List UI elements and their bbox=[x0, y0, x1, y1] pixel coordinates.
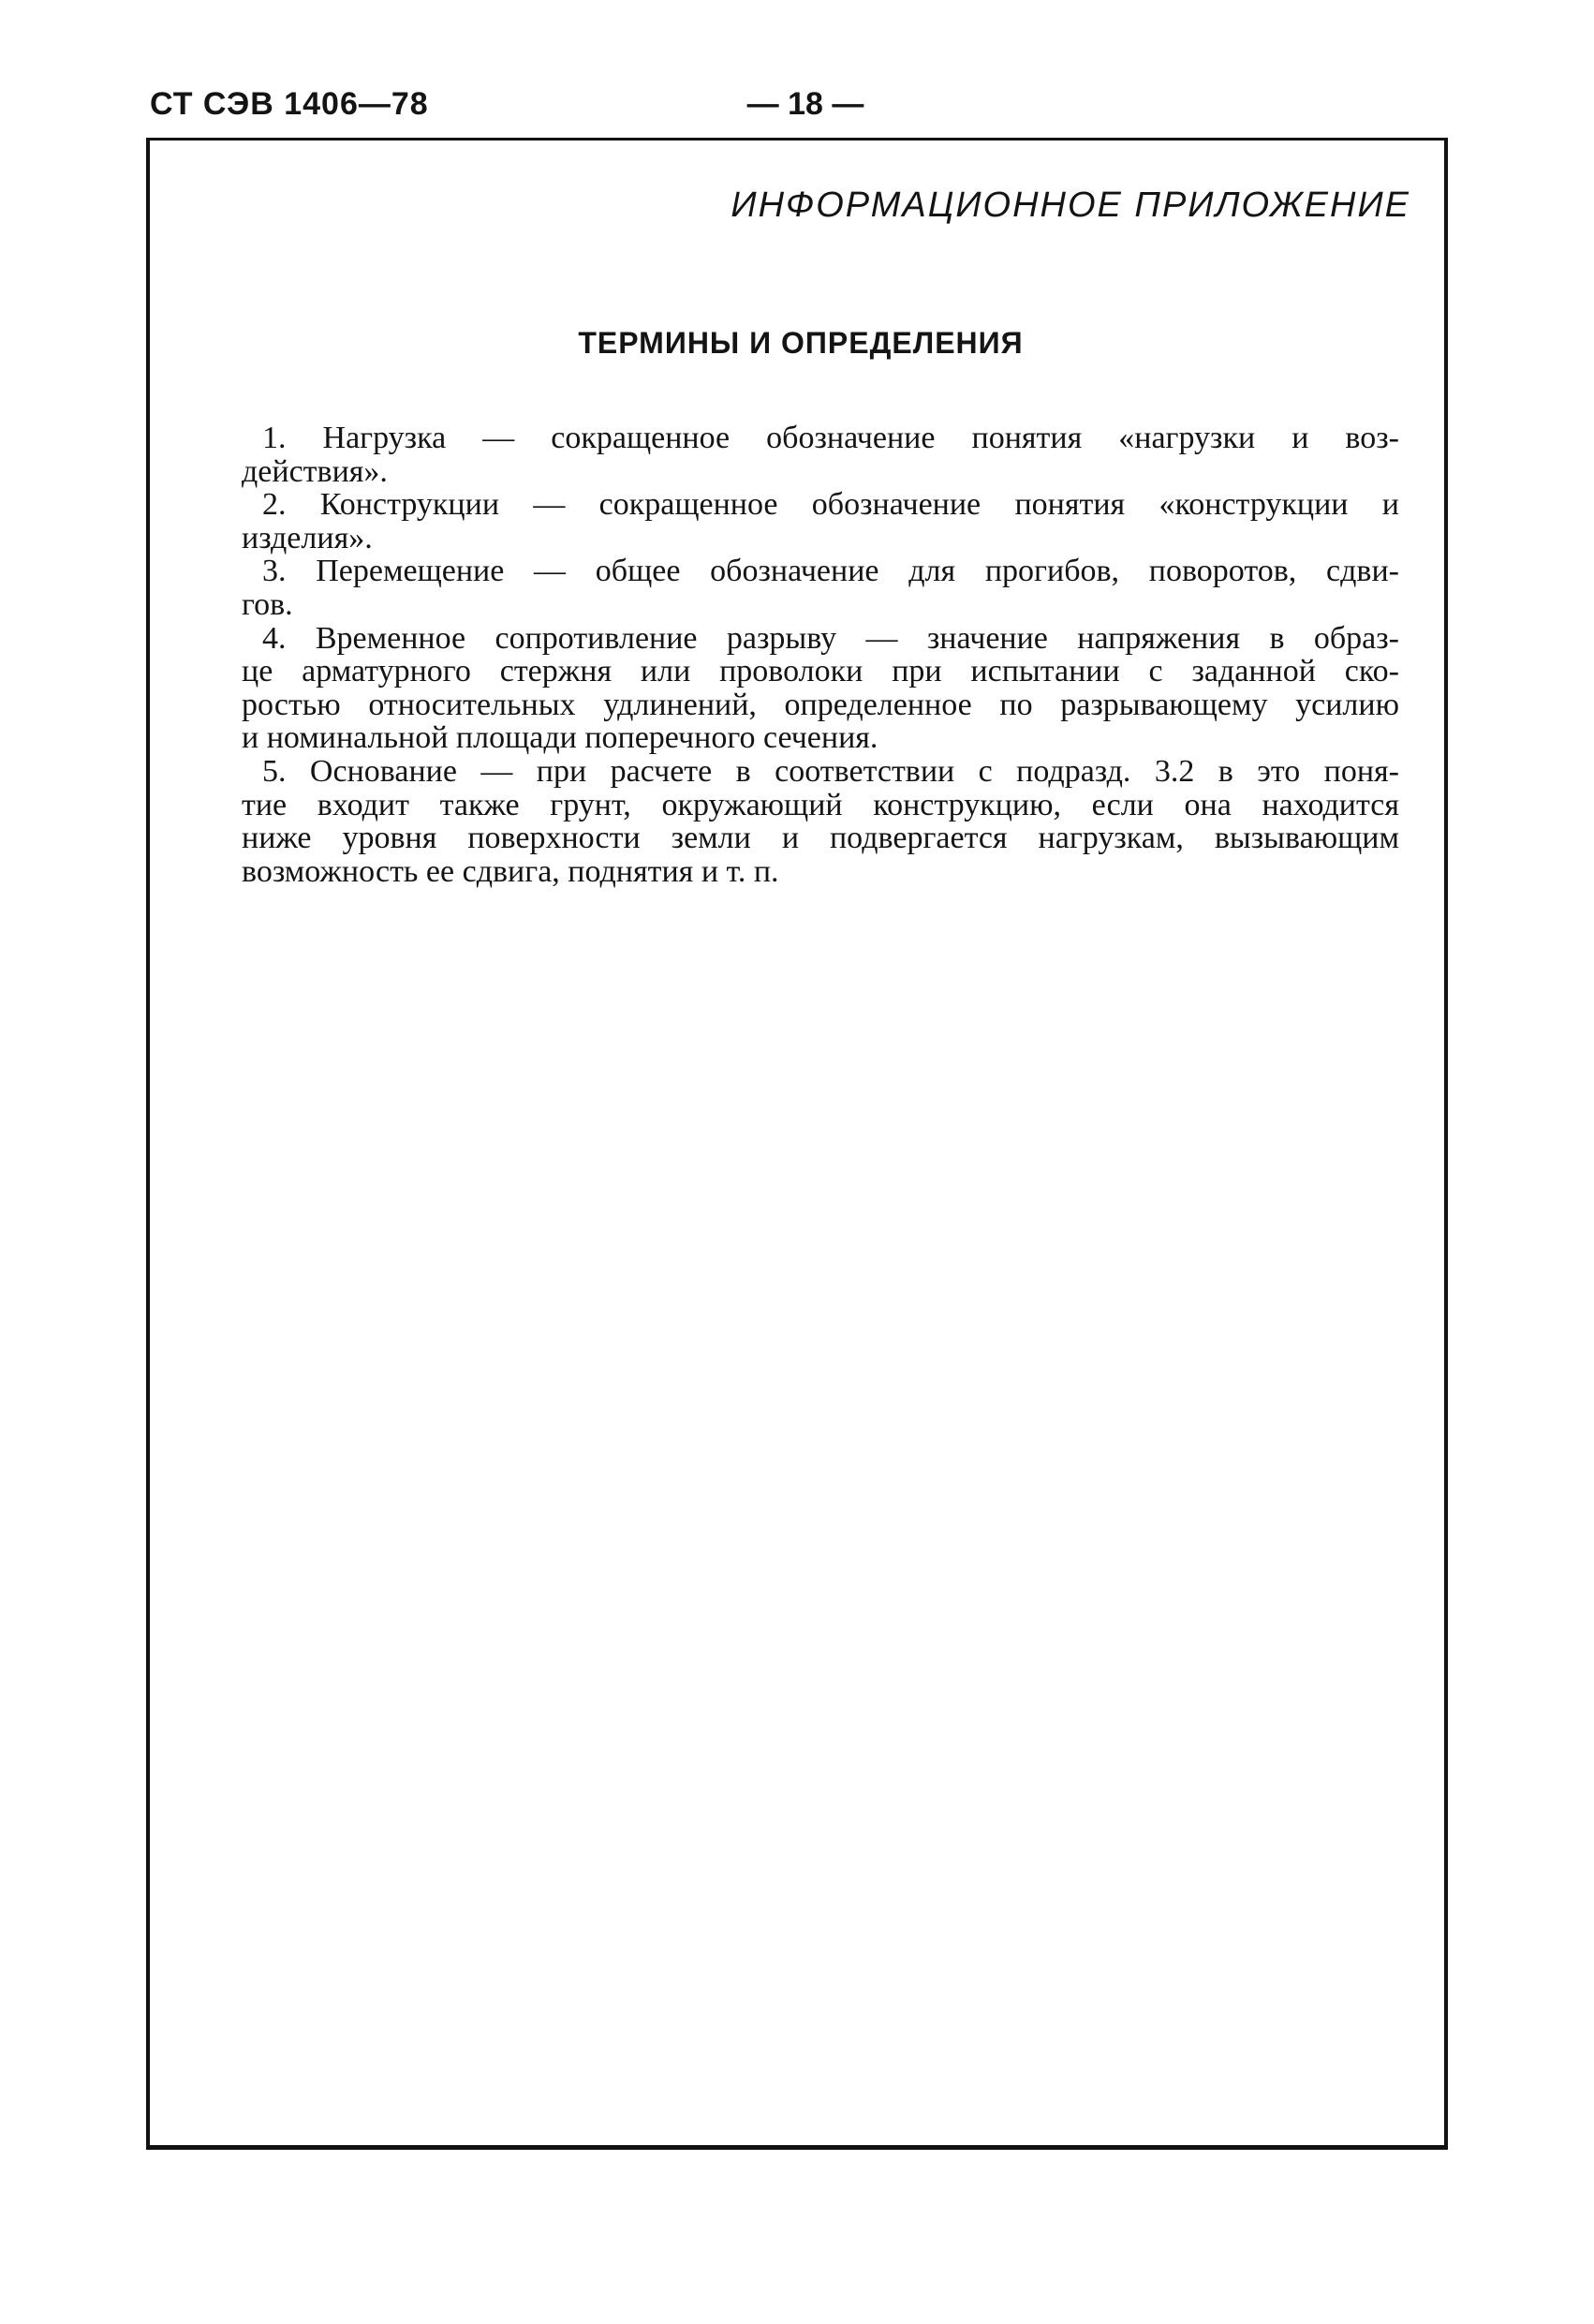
terms-list bbox=[242, 422, 1399, 888]
term-item bbox=[242, 555, 1399, 621]
term-line: тие входит также грунт, окружающий конструкцию, если она находится bbox=[242, 787, 1399, 822]
term-line: действия». bbox=[242, 453, 388, 489]
term-line: и номинальной площади поперечного сечения. bbox=[242, 720, 878, 756]
term-item bbox=[242, 488, 1399, 555]
term-item bbox=[242, 622, 1399, 755]
term-line: 2. Конструкции — сокращенное обозначение понятия «конструкции и bbox=[262, 487, 1399, 523]
term-item bbox=[242, 755, 1399, 888]
term-item bbox=[242, 422, 1399, 488]
term-line: ниже уровня поверхности земли и подвергается нагрузкам, вызывающим bbox=[242, 821, 1399, 856]
term-line: це арматурного стержня или проволоки при испытании с заданной ско- bbox=[242, 654, 1399, 689]
document-code: СТ СЭВ 1406—78 bbox=[150, 86, 429, 122]
section-title: ТЕРМИНЫ И ОПРЕДЕЛЕНИЯ bbox=[578, 326, 1024, 360]
term-line: гов. bbox=[242, 586, 293, 622]
appendix-label: ИНФОРМАЦИОННОЕ ПРИЛОЖЕНИЕ bbox=[731, 185, 1410, 225]
term-line: ростью относительных удлинений, определенное по разрывающему усилию bbox=[242, 687, 1399, 722]
term-line: возможность ее сдвига, поднятия и т. п. bbox=[242, 853, 779, 889]
term-line: 4. Временное сопротивление разрыву — значение напряжения в образ- bbox=[262, 620, 1399, 656]
term-line: 5. Основание — при расчете в соответствии с подразд. 3.2 в это поня- bbox=[262, 753, 1399, 789]
term-line: 1. Нагрузка — сокращенное обозначение понятия «нагрузки и воз- bbox=[262, 421, 1399, 455]
term-line: изделия». bbox=[242, 520, 373, 555]
term-line: 3. Перемещение — общее обозначение для прогибов, поворотов, сдви- bbox=[262, 554, 1399, 589]
page-number: — 18 — bbox=[746, 86, 864, 122]
